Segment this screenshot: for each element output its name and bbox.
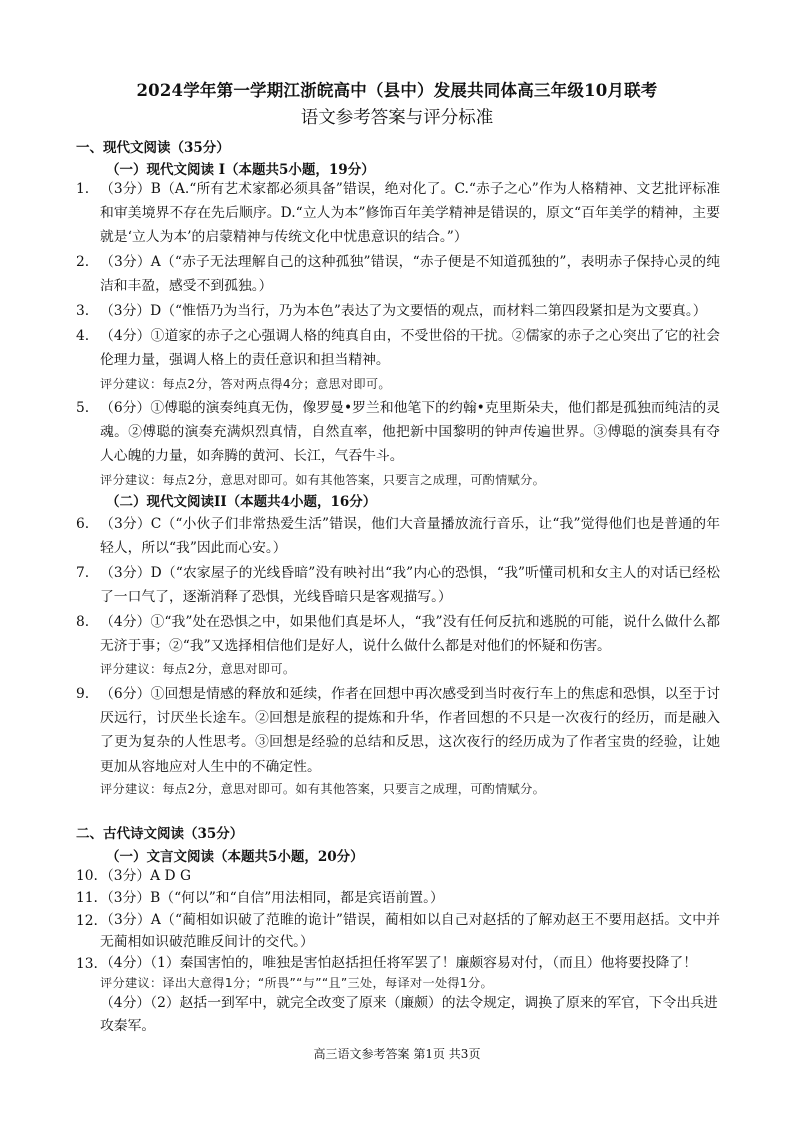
question-2: [76, 250, 720, 298]
question-13: [76, 952, 720, 974]
page-subtitle: 语文参考答案与评分标准: [300, 108, 494, 128]
question-answer: （3分）B（A.“所有艺术家都必须具备”错误，绝对化了。C.“赤子之心”作为人格精神、文艺批评标准和审美境界不存在先后顺序。D.“立人为本”修饰百年美学精神是错误的，原文“百年美学的精神，主要就是‘立人为本’的启蒙精神与传统文化中忧患意识的结合。”）: [100, 181, 720, 246]
question-number: 13.: [76, 956, 98, 972]
question-number: 1.: [76, 181, 90, 197]
question-answer: （3分）A（“蔺相如识破了范睢的诡计”错误，蔺相如以自己对赵括的了解劝赵王不要用赵括。文中并无蔺相如识破范睢反间计的交代。）: [100, 912, 720, 950]
question-answer: （3分）A（“赤子无法理解自己的这种孤独”错误，“赤子便是不知道孤独的”，表明赤子保持心灵的纯洁和丰盈，感受不到孤独。）: [100, 254, 720, 295]
section-heading-classical-reading: 二、古代诗文阅读（35分）: [76, 826, 244, 842]
subsection-heading-modern-reading-2: （二）现代文阅读II（本题共4小题，16分）: [106, 494, 377, 510]
question-4: [76, 324, 720, 372]
question-7: [76, 561, 720, 609]
question-answer: （4分）（1）秦国害怕的，唯独是害怕赵括担任将军罢了！廉颇容易对付，（而且）他将要投降了！: [100, 955, 698, 971]
question-answer: （3分）D（“农家屋子的光线昏暗”没有映衬出“我”内心的恐惧，“我”听懂司机和女主人的对话已经松了一口气了，逐渐消释了恐惧，光线昏暗只是客观描写。）: [100, 565, 720, 606]
question-5: [76, 396, 720, 469]
subsection-heading-modern-reading-1: （一）现代文阅读 I（本题共5小题，19分）: [106, 162, 375, 178]
question-answer: （4分）①道家的赤子之心强调人格的纯真自由，不受世俗的干扰。②儒家的赤子之心突出了它的社会伦理力量，强调人格上的责任意识和担当精神。: [100, 328, 720, 369]
question-answer: （4分）①“我”处在恐惧之中，如果他们真是坏人，“我”没有任何反抗和逃脱的可能，说什么做什么都无济于事；②“我”又选择相信他们是好人，说什么做什么都是对他们的怀疑和伤害。: [100, 614, 720, 655]
question-6: [76, 512, 720, 560]
question-number: 8.: [76, 614, 90, 630]
scoring-note-13: 评分建议：译出大意得1分；“所畏”“与”“且”三处，每译对一处得1分。: [100, 976, 493, 990]
question-answer: （6分）①回想是情感的释放和延续，作者在回想中再次感受到当时夜行车上的焦虑和恐惧，以至于讨厌远行，讨厌坐长途车。②回想是旅程的提炼和升华，作者回想的不只是一次夜行的经历，而是融入了更为复杂的人性思考。③回想是经验的总结和反思，这次夜行的经历成为了作者宝贵的经验，让她更加从容地应对人生中的不确定性。: [100, 686, 720, 775]
question-13-part-2: [100, 992, 720, 1038]
question-number: 12.: [76, 913, 98, 929]
question-number: 9.: [76, 686, 90, 702]
section-heading-modern-reading: 一、现代文阅读（35分）: [76, 140, 230, 156]
question-9: [76, 682, 720, 779]
scoring-note-4: 评分建议：每点2分，答对两点得4分；意思对即可。: [100, 377, 391, 391]
question-answer: （3分）C（“小伙子们非常热爱生活”错误，他们大音量播放流行音乐，让“我”觉得他们也是普通的年轻人，所以“我”因此而心安。）: [100, 516, 720, 557]
question-3: [76, 299, 720, 323]
question-answer: （3分）A D G: [100, 868, 191, 884]
question-answer: （3分）B（“何以”和“自信”用法相同，都是宾语前置。）: [100, 890, 444, 906]
question-11: [76, 886, 720, 910]
question-number: 2.: [76, 254, 90, 270]
subsection-heading-classical-reading-1: （一）文言文阅读（本题共5小题，20分）: [106, 849, 364, 865]
question-1: [76, 177, 720, 250]
question-number: 6.: [76, 516, 90, 532]
scoring-note-9: 评分建议：每点2分，意思对即可。如有其他答案，只要言之成理，可酌情赋分。: [100, 782, 546, 796]
question-number: 4.: [76, 328, 90, 344]
question-number: 10.: [76, 868, 98, 884]
question-answer: （6分）①傅聪的演奏纯真无伪，像罗曼•罗兰和他笔下的约翰•克里斯朵夫，他们都是孤独而纯洁的灵魂。②傅聪的演奏充满炽烈真情，自然直率，他把新中国黎明的钟声传遍世界。③傅聪的演奏具有夺人心魄的力量，如奔腾的黄河、长江，气吞牛斗。: [100, 400, 720, 465]
question-number: 7.: [76, 565, 90, 581]
page-footer: 高三语文参考答案 第1页 共3页: [313, 1047, 481, 1061]
question-number: 11.: [76, 890, 98, 906]
question-12: [76, 909, 720, 953]
question-answer: （4分）（2）赵括一到军中，就完全改变了原来（廉颇）的法令规定，调换了原来的军官，下令出兵进攻秦军。: [100, 995, 718, 1034]
question-number: 3.: [76, 303, 90, 319]
page-title: 2024学年第一学期江浙皖高中（县中）发展共同体高三年级10月联考: [136, 81, 658, 100]
question-number: 5.: [76, 400, 90, 416]
scoring-note-5: 评分建议：每点2分，意思对即可。如有其他答案，只要言之成理，可酌情赋分。: [100, 473, 546, 487]
scoring-note-8: 评分建议：每点2分，意思对即可。: [100, 662, 296, 676]
question-10: [76, 864, 720, 888]
question-8: [76, 610, 720, 658]
question-answer: （3分）D（“惟悟乃为当行，乃为本色”表达了为文要悟的观点，而材料二第四段紧扣是为文要真。）: [100, 303, 707, 319]
